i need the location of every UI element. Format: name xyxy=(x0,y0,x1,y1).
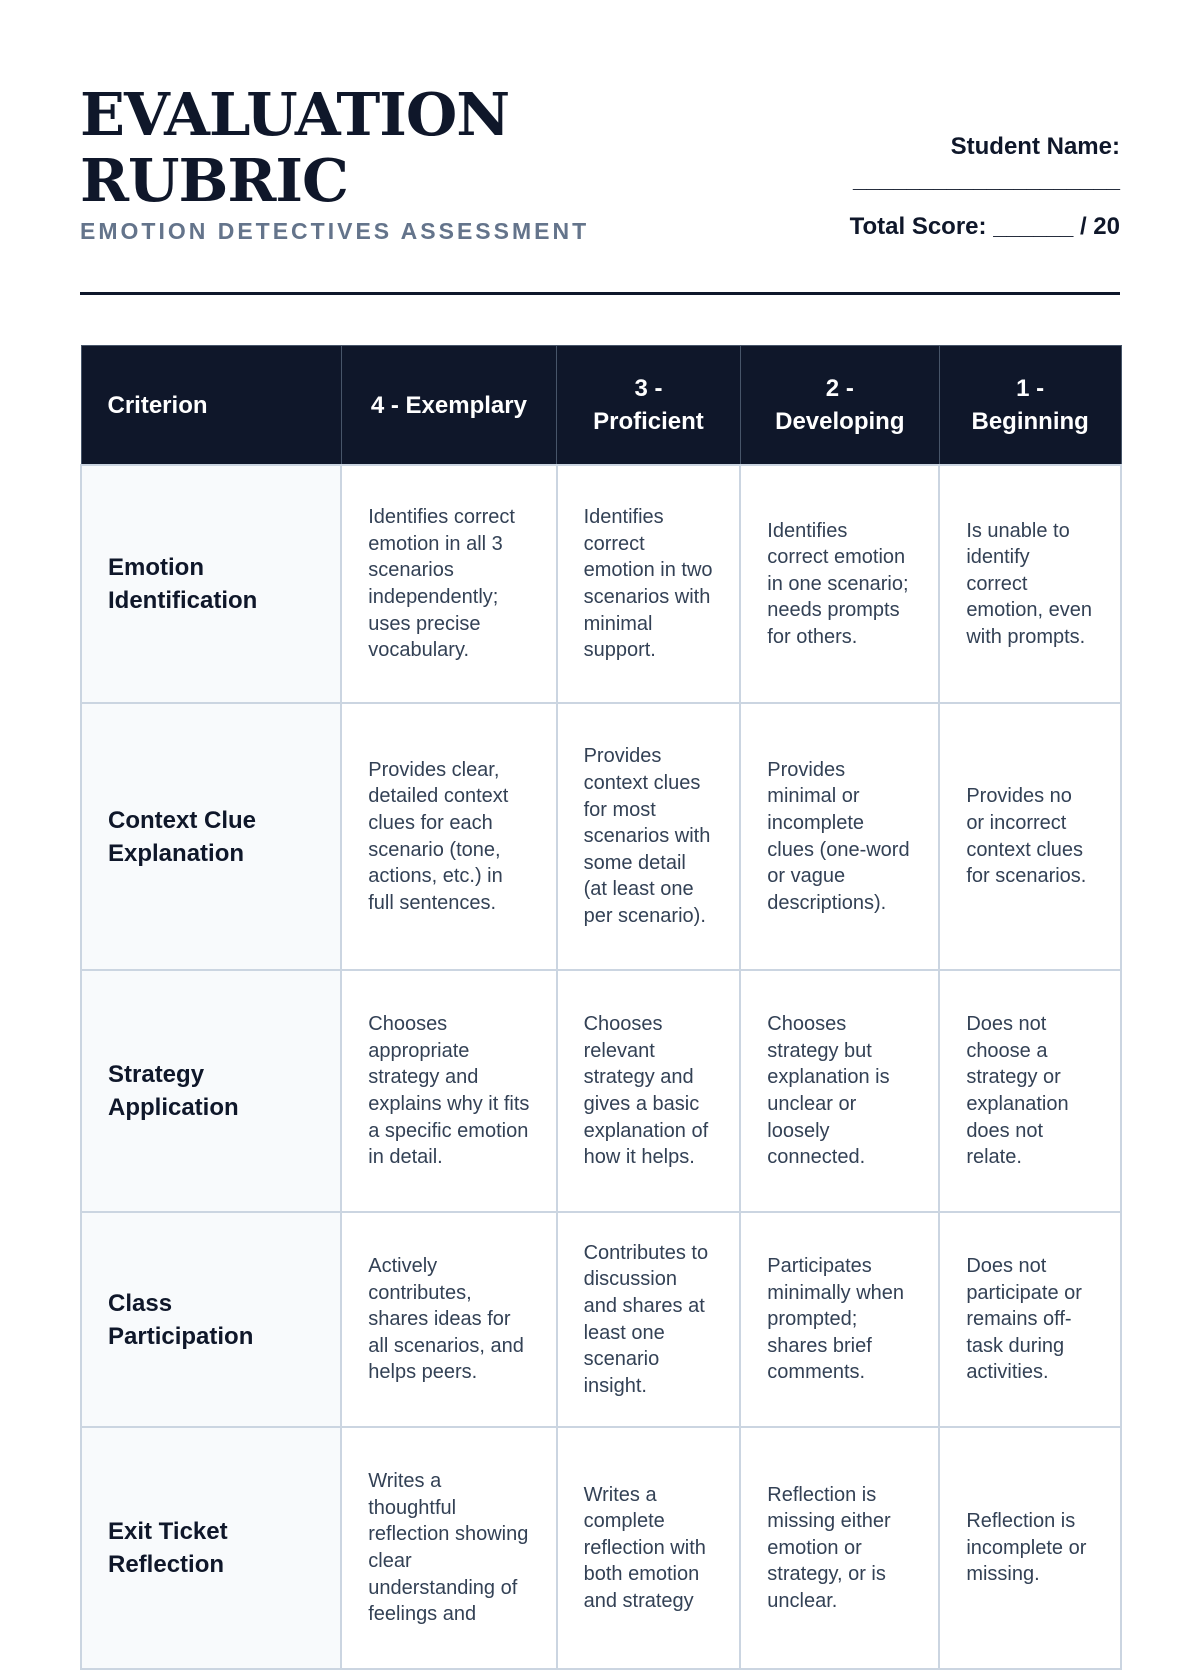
level-cell: Does not choose a strategy or explanation does not relate. xyxy=(939,970,1121,1212)
total-score-label: Total Score: xyxy=(849,213,987,240)
level-cell: Contributes to discussion and shares at least one scenario insight. xyxy=(557,1212,741,1427)
level-cell: Writes a thoughtful reflection showing clear understanding of feelings and xyxy=(341,1427,556,1669)
page-title: EVALUATION RUBRIC xyxy=(80,80,510,215)
table-row xyxy=(81,1212,1121,1427)
level-cell: Chooses relevant strategy and gives a basic explanation of how it helps. xyxy=(557,970,741,1212)
level-cell: Participates minimally when prompted; shares brief comments. xyxy=(740,1212,939,1427)
criterion-cell: Strategy Application xyxy=(81,970,341,1212)
student-name-label: Student Name: xyxy=(950,133,1120,160)
level-cell: Is unable to identify correct emotion, even with prompts. xyxy=(939,465,1121,703)
level-cell: Provides no or incorrect context clues for scenarios. xyxy=(939,703,1121,970)
level-cell: Reflection is missing either emotion or strategy, or is unclear. xyxy=(740,1427,939,1669)
student-info xyxy=(800,132,1120,242)
level-cell: Provides minimal or incomplete clues (one-word or vague descriptions). xyxy=(740,703,939,970)
table-row xyxy=(81,1427,1121,1669)
column-header-beginning: 1 - Beginning xyxy=(939,346,1121,466)
criterion-cell: Context Clue Explanation xyxy=(81,703,341,970)
level-cell: Writes a complete reflection with both emotion and strategy xyxy=(557,1427,741,1669)
table-row xyxy=(81,970,1121,1212)
column-header-criterion: Criterion xyxy=(81,346,341,466)
student-name-field[interactable]: ____________________ xyxy=(853,166,1120,193)
table-row xyxy=(81,703,1121,970)
criterion-cell: Exit Ticket Reflection xyxy=(81,1427,341,1669)
criterion-cell: Class Participation xyxy=(81,1212,341,1427)
level-cell: Identifies correct emotion in all 3 scenarios independently; uses precise vocabulary. xyxy=(341,465,556,703)
level-cell: Chooses strategy but explanation is unclear or loosely connected. xyxy=(740,970,939,1212)
level-cell: Provides clear, detailed context clues for each scenario (tone, actions, etc.) in full sentences. xyxy=(341,703,556,970)
level-cell: Actively contributes, shares ideas for all scenarios, and helps peers. xyxy=(341,1212,556,1427)
column-header-proficient: 3 - Proficient xyxy=(557,346,741,466)
level-cell: Identifies correct emotion in one scenario; needs prompts for others. xyxy=(740,465,939,703)
total-score xyxy=(800,212,1120,242)
table-header-row xyxy=(81,346,1121,466)
level-cell: Does not participate or remains off-task during activities. xyxy=(939,1212,1121,1427)
total-score-max: / 20 xyxy=(1079,213,1120,240)
column-header-exemplary: 4 - Exemplary xyxy=(341,346,556,466)
rubric-table xyxy=(80,345,1122,1670)
column-header-developing: 2 - Developing xyxy=(740,346,939,466)
level-cell: Reflection is incomplete or missing. xyxy=(939,1427,1121,1669)
table-row xyxy=(81,465,1121,703)
level-cell: Identifies correct emotion in two scenarios with minimal support. xyxy=(557,465,741,703)
total-score-field[interactable]: ______ xyxy=(993,213,1074,240)
page-header xyxy=(80,82,1120,295)
criterion-cell: Emotion Identification xyxy=(81,465,341,703)
level-cell: Chooses appropriate strategy and explains why it fits a specific emotion in detail. xyxy=(341,970,556,1212)
page-subtitle: EMOTION DETECTIVES ASSESSMENT xyxy=(80,218,590,244)
level-cell: Provides context clues for most scenarios with some detail (at least one per scenario). xyxy=(557,703,741,970)
